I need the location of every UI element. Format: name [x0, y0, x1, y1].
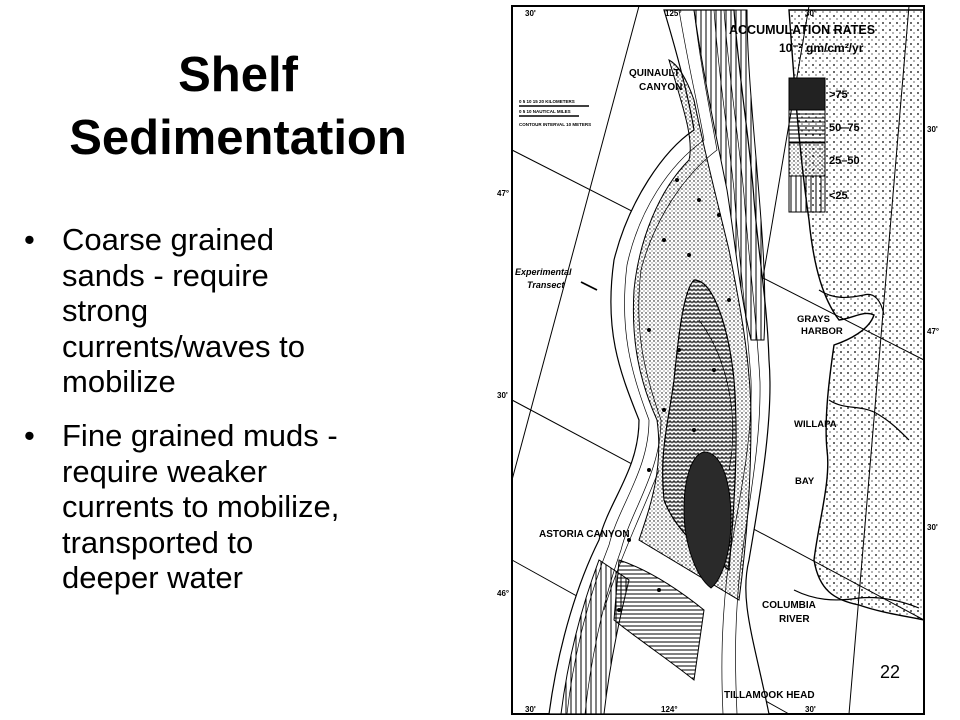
title-line-2: Sedimentation	[69, 111, 407, 165]
label-bay: BAY	[795, 476, 815, 487]
label-quinault-canyon: CANYON	[639, 82, 683, 93]
tick-right-30-bottom: 30'	[927, 523, 938, 532]
legend-swatch-25-50	[789, 143, 825, 176]
bullet-list	[22, 222, 462, 614]
legend-swatch-lt-25	[789, 176, 825, 212]
label-tillamook-head: TILLAMOOK HEAD	[724, 690, 815, 701]
bullet-text-line: currents to mobilize,	[62, 489, 340, 525]
legend-label-lt-25: <25	[829, 190, 848, 202]
slide-title	[0, 44, 476, 170]
bullet-dot: •	[24, 417, 35, 453]
bullet-item-fine-muds	[22, 418, 462, 596]
tick-top-30-left: 30'	[525, 9, 536, 18]
tick-right-47: 47°	[927, 327, 940, 336]
label-grays: GRAYS	[797, 314, 830, 325]
shelf-map-figure	[489, 0, 946, 720]
tick-right-30-top: 30'	[927, 125, 938, 134]
bullet-text-line: Coarse grained	[62, 222, 274, 257]
label-willapa: WILLAPA	[794, 419, 837, 430]
bullet-text-line: Fine grained muds -	[62, 417, 338, 453]
tick-left-30: 30'	[497, 391, 508, 400]
bullet-text-line: currents/waves to	[62, 328, 305, 364]
tick-left-46: 46°	[497, 589, 510, 598]
legend-label-25-50: 25–50	[829, 155, 860, 167]
legend-label-50-75: 50–75	[829, 122, 860, 134]
shelf-map	[489, 0, 946, 720]
scale-nm-label: 0 5 10 NAUTICAL MILES	[519, 109, 571, 114]
bullet-item-coarse-sands	[22, 222, 462, 400]
tick-bottom-30-right: 30'	[805, 705, 816, 714]
scale-km-label: 0 5 10 15 20 KILOMETERS	[519, 99, 575, 104]
label-transect: Transect	[527, 280, 565, 290]
bullet-dot: •	[24, 222, 35, 257]
bullet-text-line: strong	[62, 293, 149, 329]
tick-left-47: 47°	[497, 189, 510, 198]
tick-bottom-124: 124°	[661, 705, 678, 714]
tick-top-125: 125°	[665, 9, 682, 18]
bullet-text-line: transported to	[62, 524, 254, 560]
label-columbia: COLUMBIA	[762, 600, 816, 611]
label-harbor: HARBOR	[801, 326, 843, 337]
legend-label-gt-75: >75	[829, 89, 848, 101]
label-quinault: QUINAULT	[629, 68, 680, 79]
tick-top-30-right: 30'	[805, 9, 816, 18]
tick-bottom-30-left: 30'	[525, 705, 536, 714]
legend-swatch-gt-75	[789, 78, 825, 110]
legend-units: 10⁻² gm/cm²/yr	[779, 41, 864, 55]
bullet-text-line: sands - require	[62, 257, 269, 293]
bullet-text-line: deeper water	[62, 560, 243, 596]
legend-title: ACCUMULATION RATES	[729, 23, 876, 37]
legend-swatch-50-75	[789, 110, 825, 143]
bullet-text-line: require weaker	[62, 453, 268, 489]
title-line-1: Shelf	[178, 48, 298, 102]
bullet-text-line: mobilize	[62, 364, 176, 400]
label-experimental: Experimental	[515, 267, 572, 277]
page-number: 22	[880, 662, 901, 682]
label-river: RIVER	[779, 614, 810, 625]
label-astoria-canyon: ASTORIA CANYON	[539, 529, 630, 540]
contour-interval-label: CONTOUR INTERVAL 10 METERS	[519, 122, 592, 127]
